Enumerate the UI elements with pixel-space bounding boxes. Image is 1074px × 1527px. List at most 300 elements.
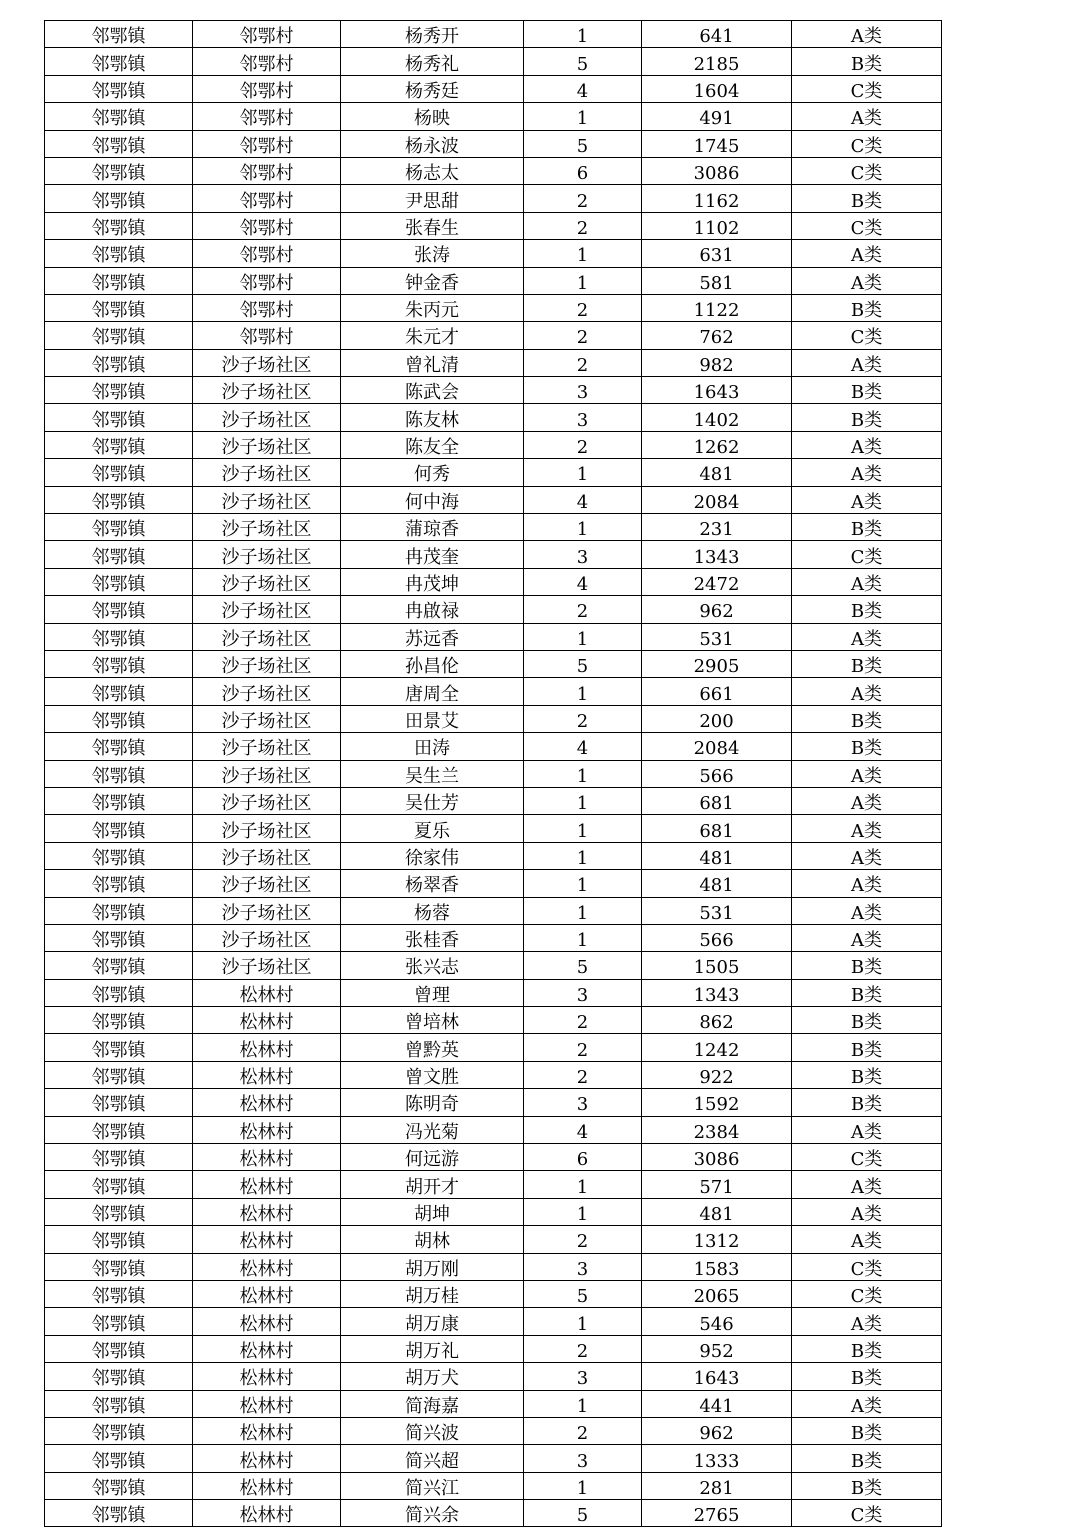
category-cell xyxy=(792,842,942,869)
table-row xyxy=(45,404,942,431)
village-cell-text: 沙子场社区 xyxy=(221,847,312,869)
household-size-cell xyxy=(524,1280,642,1307)
amount-cell-text: 962 xyxy=(699,601,734,623)
amount-cell xyxy=(642,568,792,595)
village-cell-text: 松林村 xyxy=(239,1231,294,1253)
category-cell xyxy=(792,75,942,102)
town-cell-text: 邻鄂镇 xyxy=(91,984,146,1006)
table-row xyxy=(45,1417,942,1444)
category-cell xyxy=(792,1500,942,1527)
household-size-cell-text: 1 xyxy=(576,1313,589,1335)
category-cell-text: C类 xyxy=(850,1258,883,1280)
village-cell-text: 松林村 xyxy=(239,1203,294,1225)
category-cell xyxy=(792,1226,942,1253)
village-cell xyxy=(193,1363,341,1390)
category-cell-text: A类 xyxy=(851,245,882,267)
name-cell-text: 简海嘉 xyxy=(405,1395,459,1417)
village-cell-text: 沙子场社区 xyxy=(221,902,312,924)
town-cell xyxy=(45,1253,193,1280)
household-size-cell-text: 2 xyxy=(576,437,589,459)
household-size-cell xyxy=(524,1363,642,1390)
town-cell-text: 邻鄂镇 xyxy=(91,272,146,294)
name-cell xyxy=(341,924,524,951)
village-cell-text: 沙子场社区 xyxy=(221,601,312,623)
town-cell-text: 邻鄂镇 xyxy=(91,382,146,404)
town-cell xyxy=(45,760,193,787)
village-cell-text: 沙子场社区 xyxy=(221,738,312,760)
amount-cell-text: 481 xyxy=(699,875,734,897)
amount-cell-text: 1643 xyxy=(693,1368,740,1390)
household-size-cell-text: 1 xyxy=(576,464,589,486)
town-cell xyxy=(45,514,193,541)
name-cell-text: 杨永波 xyxy=(405,135,459,157)
amount-cell-text: 631 xyxy=(699,245,734,267)
household-size-cell xyxy=(524,924,642,951)
household-size-cell-text: 5 xyxy=(576,1286,589,1308)
amount-cell-text: 762 xyxy=(699,327,734,349)
village-cell-text: 松林村 xyxy=(239,1450,294,1472)
table-row xyxy=(45,431,942,458)
category-cell-text: C类 xyxy=(850,80,883,102)
amount-cell-text: 982 xyxy=(699,354,734,376)
village-cell-text: 松林村 xyxy=(239,1258,294,1280)
household-size-cell-text: 4 xyxy=(576,1121,589,1143)
household-size-cell xyxy=(524,678,642,705)
amount-cell-text: 1343 xyxy=(693,546,740,568)
amount-cell-text: 1312 xyxy=(693,1231,740,1253)
table-row xyxy=(45,924,942,951)
town-cell xyxy=(45,596,193,623)
village-cell xyxy=(193,1116,341,1143)
village-cell-text: 沙子场社区 xyxy=(221,546,312,568)
household-size-cell-text: 5 xyxy=(576,957,589,979)
household-size-cell-text: 1 xyxy=(576,875,589,897)
table-row xyxy=(45,21,942,48)
town-cell xyxy=(45,212,193,239)
village-cell-text: 松林村 xyxy=(239,1149,294,1171)
town-cell-text: 邻鄂镇 xyxy=(91,1094,146,1116)
household-size-cell xyxy=(524,349,642,376)
name-cell xyxy=(341,185,524,212)
category-cell-text: B类 xyxy=(850,601,883,623)
amount-cell xyxy=(642,514,792,541)
household-size-cell xyxy=(524,733,642,760)
table-row xyxy=(45,815,942,842)
name-cell xyxy=(341,377,524,404)
household-size-cell-text: 1 xyxy=(576,765,589,787)
amount-cell-text: 2472 xyxy=(693,574,740,595)
name-cell-text: 蒲琼香 xyxy=(405,519,459,541)
table-row xyxy=(45,623,942,650)
town-cell-text: 邻鄂镇 xyxy=(91,409,146,431)
household-size-cell-text: 2 xyxy=(576,1039,589,1061)
household-size-cell-text: 1 xyxy=(576,1176,589,1198)
household-size-cell-text: 1 xyxy=(576,245,589,267)
name-cell-text: 田景艾 xyxy=(405,710,459,732)
category-cell xyxy=(792,1253,942,1280)
name-cell-text: 张兴志 xyxy=(405,957,459,979)
name-cell xyxy=(341,1280,524,1307)
village-cell-text: 沙子场社区 xyxy=(221,930,312,952)
village-cell-text: 邻鄂村 xyxy=(239,80,294,102)
household-size-cell-text: 1 xyxy=(576,847,589,869)
household-size-cell-text: 3 xyxy=(576,1368,589,1390)
village-cell-text: 沙子场社区 xyxy=(221,710,312,732)
village-cell xyxy=(193,733,341,760)
household-size-cell xyxy=(524,1116,642,1143)
village-cell-text: 松林村 xyxy=(239,1340,294,1362)
category-cell-text: A类 xyxy=(851,820,882,842)
table-row xyxy=(45,952,942,979)
name-cell-text: 张涛 xyxy=(414,245,450,267)
amount-cell xyxy=(642,75,792,102)
town-cell xyxy=(45,1144,193,1171)
name-cell-text: 杨秀廷 xyxy=(405,80,459,102)
village-cell-text: 沙子场社区 xyxy=(221,957,312,979)
amount-cell-text: 681 xyxy=(699,820,734,842)
amount-cell xyxy=(642,1363,792,1390)
town-cell xyxy=(45,541,193,568)
table-row xyxy=(45,1335,942,1362)
name-cell xyxy=(341,75,524,102)
town-cell-text: 邻鄂镇 xyxy=(91,930,146,952)
town-cell-text: 邻鄂镇 xyxy=(91,1121,146,1143)
amount-cell-text: 1242 xyxy=(693,1039,740,1061)
village-cell-text: 松林村 xyxy=(239,1012,294,1034)
household-size-cell xyxy=(524,322,642,349)
village-cell-text: 沙子场社区 xyxy=(221,491,312,513)
table-row xyxy=(45,596,942,623)
category-cell xyxy=(792,1280,942,1307)
amount-cell xyxy=(642,212,792,239)
village-cell xyxy=(193,349,341,376)
category-cell xyxy=(792,1198,942,1225)
table-row xyxy=(45,240,942,267)
household-size-cell xyxy=(524,431,642,458)
household-size-cell-text: 2 xyxy=(576,1231,589,1253)
category-cell xyxy=(792,1116,942,1143)
town-cell xyxy=(45,1363,193,1390)
amount-cell xyxy=(642,870,792,897)
name-cell xyxy=(341,1007,524,1034)
household-size-cell-text: 2 xyxy=(576,327,589,349)
name-cell xyxy=(341,760,524,787)
category-cell xyxy=(792,623,942,650)
village-cell xyxy=(193,21,341,48)
village-cell xyxy=(193,1253,341,1280)
village-cell xyxy=(193,103,341,130)
name-cell-text: 胡开才 xyxy=(405,1176,459,1198)
household-size-cell-text: 2 xyxy=(576,1423,589,1445)
name-cell-text: 简兴超 xyxy=(405,1450,459,1472)
name-cell-text: 孙昌伦 xyxy=(405,656,459,678)
table-row xyxy=(45,1034,942,1061)
town-cell-text: 邻鄂镇 xyxy=(91,1012,146,1034)
household-size-cell-text: 3 xyxy=(576,1450,589,1472)
town-cell xyxy=(45,787,193,814)
table-row xyxy=(45,733,942,760)
household-size-cell xyxy=(524,952,642,979)
village-cell xyxy=(193,568,341,595)
amount-cell xyxy=(642,623,792,650)
amount-cell-text: 862 xyxy=(699,1012,734,1034)
name-cell xyxy=(341,514,524,541)
category-cell-text: A类 xyxy=(851,875,882,897)
town-cell xyxy=(45,924,193,951)
town-cell xyxy=(45,1116,193,1143)
town-cell xyxy=(45,1445,193,1472)
amount-cell xyxy=(642,459,792,486)
amount-cell xyxy=(642,1390,792,1417)
category-cell xyxy=(792,650,942,677)
village-cell-text: 邻鄂村 xyxy=(239,217,294,239)
name-cell xyxy=(341,431,524,458)
table-row xyxy=(45,1198,942,1225)
household-size-cell xyxy=(524,21,642,48)
amount-cell xyxy=(642,1034,792,1061)
category-cell-text: B类 xyxy=(850,1340,883,1362)
category-cell xyxy=(792,1061,942,1088)
amount-cell xyxy=(642,842,792,869)
village-cell-text: 松林村 xyxy=(239,1067,294,1089)
amount-cell xyxy=(642,1472,792,1499)
village-cell-text: 邻鄂村 xyxy=(239,245,294,267)
town-cell-text: 邻鄂镇 xyxy=(91,902,146,924)
village-cell-text: 沙子场社区 xyxy=(221,793,312,815)
town-cell-text: 邻鄂镇 xyxy=(91,464,146,486)
name-cell xyxy=(341,1171,524,1198)
town-cell-text: 邻鄂镇 xyxy=(91,1395,146,1417)
amount-cell-text: 641 xyxy=(699,26,734,48)
name-cell xyxy=(341,678,524,705)
category-cell-text: B类 xyxy=(850,53,883,75)
village-cell-text: 邻鄂村 xyxy=(239,163,294,185)
town-cell-text: 邻鄂镇 xyxy=(91,957,146,979)
village-cell-text: 松林村 xyxy=(239,1176,294,1198)
village-cell xyxy=(193,1198,341,1225)
category-cell-text: B类 xyxy=(850,300,883,322)
town-cell xyxy=(45,486,193,513)
village-cell xyxy=(193,1061,341,1088)
village-cell-text: 沙子场社区 xyxy=(221,464,312,486)
name-cell-text: 尹思甜 xyxy=(405,190,459,212)
category-cell-text: A类 xyxy=(851,272,882,294)
household-size-cell-text: 3 xyxy=(576,409,589,431)
name-cell xyxy=(341,1308,524,1335)
household-size-cell-text: 2 xyxy=(576,300,589,322)
amount-cell xyxy=(642,760,792,787)
name-cell xyxy=(341,349,524,376)
amount-cell-text: 531 xyxy=(699,902,734,924)
category-cell xyxy=(792,1363,942,1390)
household-size-cell xyxy=(524,1198,642,1225)
village-cell xyxy=(193,623,341,650)
category-cell-text: A类 xyxy=(851,437,882,459)
town-cell-text: 邻鄂镇 xyxy=(91,26,146,48)
name-cell-text: 田涛 xyxy=(414,738,450,760)
amount-cell-text: 531 xyxy=(699,628,734,650)
category-cell-text: B类 xyxy=(850,382,883,404)
household-size-cell-text: 1 xyxy=(576,1477,589,1499)
household-size-cell-text: 1 xyxy=(576,683,589,705)
town-cell xyxy=(45,979,193,1006)
amount-cell-text: 1262 xyxy=(693,437,740,459)
category-cell-text: C类 xyxy=(850,1286,883,1308)
table-row xyxy=(45,322,942,349)
town-cell xyxy=(45,130,193,157)
category-cell xyxy=(792,404,942,431)
category-cell-text: C类 xyxy=(850,1149,883,1171)
town-cell xyxy=(45,75,193,102)
amount-cell xyxy=(642,240,792,267)
town-cell xyxy=(45,103,193,130)
village-cell xyxy=(193,815,341,842)
category-cell-text: B类 xyxy=(850,1450,883,1472)
name-cell-text: 冉茂坤 xyxy=(405,574,459,595)
village-cell xyxy=(193,1500,341,1527)
household-size-cell-text: 3 xyxy=(576,984,589,1006)
household-size-cell xyxy=(524,1089,642,1116)
category-cell xyxy=(792,1335,942,1362)
name-cell-text: 胡万犬 xyxy=(405,1368,459,1390)
village-cell xyxy=(193,1171,341,1198)
household-size-cell-text: 1 xyxy=(576,519,589,541)
table-row xyxy=(45,1445,942,1472)
village-cell xyxy=(193,924,341,951)
amount-cell xyxy=(642,1089,792,1116)
category-cell xyxy=(792,1472,942,1499)
village-cell xyxy=(193,459,341,486)
name-cell-text: 冯光菊 xyxy=(405,1121,459,1143)
household-size-cell-text: 3 xyxy=(576,546,589,568)
category-cell-text: B类 xyxy=(850,190,883,212)
category-cell-text: C类 xyxy=(850,217,883,239)
village-cell xyxy=(193,1417,341,1444)
category-cell-text: B类 xyxy=(850,710,883,732)
amount-cell xyxy=(642,1253,792,1280)
town-cell xyxy=(45,48,193,75)
town-cell-text: 邻鄂镇 xyxy=(91,1450,146,1472)
household-size-cell-text: 5 xyxy=(576,135,589,157)
name-cell-text: 何中海 xyxy=(405,491,459,513)
amount-cell-text: 661 xyxy=(699,683,734,705)
town-cell xyxy=(45,733,193,760)
village-cell-text: 松林村 xyxy=(239,984,294,1006)
town-cell xyxy=(45,1198,193,1225)
town-cell-text: 邻鄂镇 xyxy=(91,820,146,842)
household-size-cell xyxy=(524,842,642,869)
amount-cell xyxy=(642,787,792,814)
name-cell-text: 朱丙元 xyxy=(405,300,459,322)
amount-cell-text: 1122 xyxy=(693,300,740,322)
table-row xyxy=(45,459,942,486)
amount-cell xyxy=(642,486,792,513)
household-size-cell-text: 3 xyxy=(576,1258,589,1280)
town-cell xyxy=(45,21,193,48)
name-cell xyxy=(341,842,524,869)
table-row xyxy=(45,1472,942,1499)
amount-cell-text: 1592 xyxy=(693,1094,740,1116)
town-cell-text: 邻鄂镇 xyxy=(91,1340,146,1362)
table-row xyxy=(45,349,942,376)
town-cell-text: 邻鄂镇 xyxy=(91,1258,146,1280)
household-size-cell xyxy=(524,1007,642,1034)
name-cell xyxy=(341,1144,524,1171)
name-cell xyxy=(341,897,524,924)
town-cell xyxy=(45,1308,193,1335)
table-row xyxy=(45,787,942,814)
household-size-cell xyxy=(524,103,642,130)
household-size-cell xyxy=(524,404,642,431)
name-cell xyxy=(341,294,524,321)
town-cell-text: 邻鄂镇 xyxy=(91,1477,146,1499)
table-row xyxy=(45,1171,942,1198)
household-size-cell xyxy=(524,541,642,568)
table-row xyxy=(45,979,942,1006)
village-cell-text: 松林村 xyxy=(239,1368,294,1390)
town-cell-text: 邻鄂镇 xyxy=(91,656,146,678)
amount-cell xyxy=(642,650,792,677)
amount-cell xyxy=(642,1171,792,1198)
village-cell xyxy=(193,130,341,157)
amount-cell-text: 2084 xyxy=(693,491,740,513)
category-cell xyxy=(792,185,942,212)
table-row xyxy=(45,1116,942,1143)
household-size-cell xyxy=(524,1445,642,1472)
village-cell-text: 沙子场社区 xyxy=(221,765,312,787)
town-cell xyxy=(45,157,193,184)
town-cell xyxy=(45,377,193,404)
table-row xyxy=(45,1280,942,1307)
household-size-cell xyxy=(524,48,642,75)
table-row xyxy=(45,1308,942,1335)
name-cell xyxy=(341,48,524,75)
town-cell xyxy=(45,404,193,431)
town-cell xyxy=(45,1500,193,1527)
category-cell-text: C类 xyxy=(850,546,883,568)
town-cell xyxy=(45,431,193,458)
category-cell-text: B类 xyxy=(850,409,883,431)
category-cell-text: A类 xyxy=(851,354,882,376)
name-cell xyxy=(341,541,524,568)
village-cell xyxy=(193,48,341,75)
town-cell-text: 邻鄂镇 xyxy=(91,1368,146,1390)
town-cell xyxy=(45,240,193,267)
amount-cell-text: 491 xyxy=(699,108,734,130)
town-cell xyxy=(45,1089,193,1116)
village-cell-text: 邻鄂村 xyxy=(239,26,294,48)
amount-cell-text: 281 xyxy=(699,1477,734,1499)
amount-cell-text: 1343 xyxy=(693,984,740,1006)
table-row xyxy=(45,103,942,130)
name-cell xyxy=(341,1472,524,1499)
name-cell xyxy=(341,486,524,513)
household-size-cell xyxy=(524,240,642,267)
household-size-cell xyxy=(524,1500,642,1527)
category-cell-text: A类 xyxy=(851,793,882,815)
town-cell-text: 邻鄂镇 xyxy=(91,1505,146,1527)
table-row xyxy=(45,1089,942,1116)
data-table xyxy=(44,20,942,1527)
town-cell-text: 邻鄂镇 xyxy=(91,1203,146,1225)
name-cell-text: 胡万桂 xyxy=(405,1286,459,1308)
table-row xyxy=(45,842,942,869)
household-size-cell-text: 1 xyxy=(576,628,589,650)
town-cell-text: 邻鄂镇 xyxy=(91,163,146,185)
table-row xyxy=(45,1500,942,1527)
amount-cell-text: 1604 xyxy=(693,80,740,102)
village-cell-text: 沙子场社区 xyxy=(221,574,312,595)
